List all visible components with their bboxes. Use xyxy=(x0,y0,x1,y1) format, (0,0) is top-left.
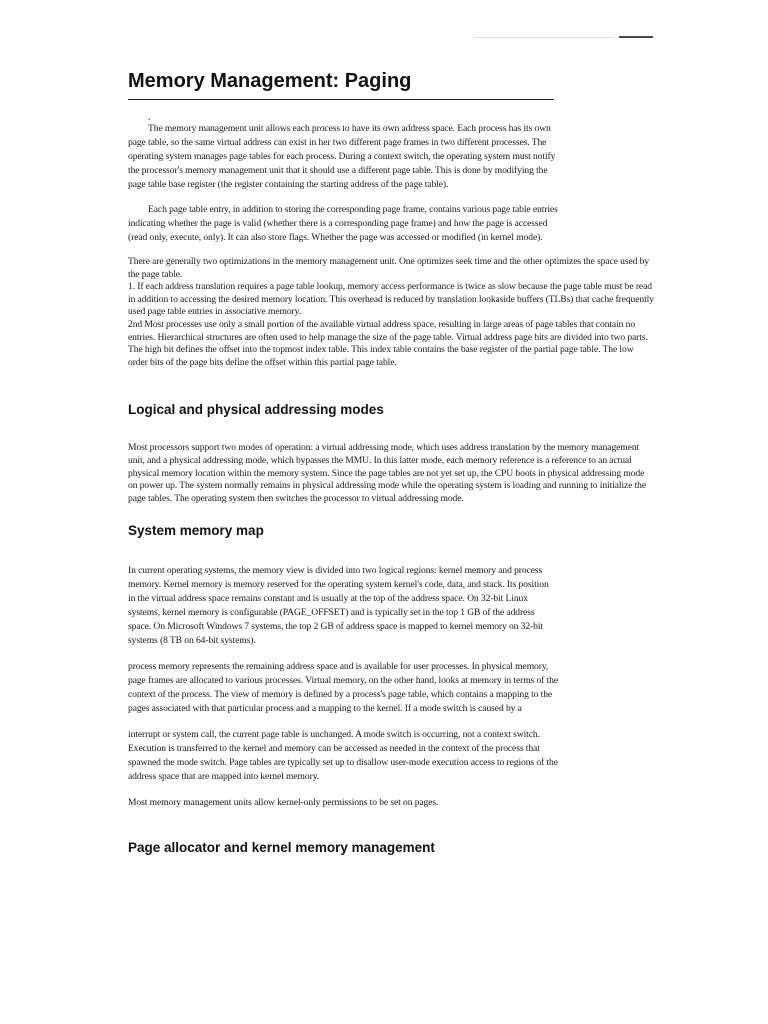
paragraph-addressing-modes: Most processors support two modes of operation: a virtual addressing mode, which uses address translation by the memory management unit, and a physical addressing mode, which bypasses the MMU. In this latter mode, each memory reference is a reference to an actual physical memory location within the memory system. Since the page tables are not yet set up, the CPU boots in physical addressing mode on power up. The system normally remains in physical addressing mode while the operating system is loading and running to initialize the page tables. The operating system then switches the processor to virtual addressing mode. xyxy=(128,442,647,504)
heading-logical-physical: Logical and physical addressing modes xyxy=(128,402,384,418)
paragraph-optimization-tlb: 1. If each address translation requires a page table lookup, memory access performance is twice as slow because the page table must be read in addition to accessing the desired memory location. This overhead is reduced by translation lookaside buffers (TLBs) that cache frequently used page table entries in associative memory. xyxy=(128,281,654,318)
paragraph-optimizations-intro: There are generally two optimizations in the memory management unit. One optimizes seek time and the other optimizes the space used by the page table. xyxy=(128,256,650,280)
heading-system-memory-map: System memory map xyxy=(128,523,264,539)
header-rule-thick xyxy=(619,36,653,38)
bullet-dot: . xyxy=(148,112,151,123)
optimizations-block xyxy=(128,256,654,369)
paragraph-optimization-hierarchical: 2nd Most processes use only a small portion of the available virtual address space, resulting in large areas of page tables that contain no entries. Hierarchical structures are often used to help manage the size of the page table. Virtual address page bits are divided into two parts. The high bit defines the offset into the topmost index table. This index table contains the base register of the partial page table. The low order bits of the page bits define the offset within this partial page table. xyxy=(128,318,648,368)
paragraph-page-table-entry: Each page table entry, in addition to storing the corresponding page frame, contains various page table entries indicating whether the page is valid (whether there is a corresponding page frame) and how the page is accessed (read only, execute, only). It can also store flags. Whether the page was accessed or modified (in kernel mode). xyxy=(128,204,558,243)
heading-page-allocator: Page allocator and kernel memory management xyxy=(128,840,435,856)
paragraph-process-memory: process memory represents the remaining address space and is available for user processes. In physical memory, page frames are allocated to various processes. Virtual memory, on the other hand, looks at memory in terms of the context of the process. The view of memory is defined by a process's page table, which contains a mapping to the pages associated with that particular process and a mapping to the kernel. If a mode switch is caused by a xyxy=(128,661,559,715)
page-title: Memory Management: Paging xyxy=(128,70,554,100)
paragraph-kernel-permissions: Most memory management units allow kernel-only permissions to be set on pages. xyxy=(128,797,439,809)
paragraph-mode-switch: interrupt or system call, the current page table is unchanged. A mode switch is occurring, not a context switch. Execution is transferred to the kernel and memory can be accessed as needed in the context of the process that spawned the mode switch. Page tables are typically set up to disallow user-mode execution access to regions of the address space that are mapped into kernel memory. xyxy=(128,729,558,783)
header-rule-thin xyxy=(474,37,614,38)
paragraph-mmu-address-space: The memory management unit allows each process to have its own address space. Each process has its own page table, so the same virtual address can exist in her two different page frames in two different processes. The operating system manages page tables for each process. During a context switch, the operating system must notify the processor's memory management unit that it should use a different page table. This is done by modifying the page table base register (the register containing the starting address of the page table). xyxy=(128,123,556,190)
document-body xyxy=(128,70,654,855)
paragraph-kernel-memory: In current operating systems, the memory view is divided into two logical regions: kernel memory and process memory. Kernel memory is memory reserved for the operating system kernel's code, data, and stack. Its position in the virtual address space remains constant and is usually at the top of the address space. On 32-bit Linux systems, kernel memory is configurable (PAGE_OFFSET) and is typically set in the top 1 GB of the address space. On Microsoft Windows 7 systems, the top 2 GB of address space is mapped to kernel memory on 32-bit systems (8 TB on 64-bit systems). xyxy=(128,565,549,647)
